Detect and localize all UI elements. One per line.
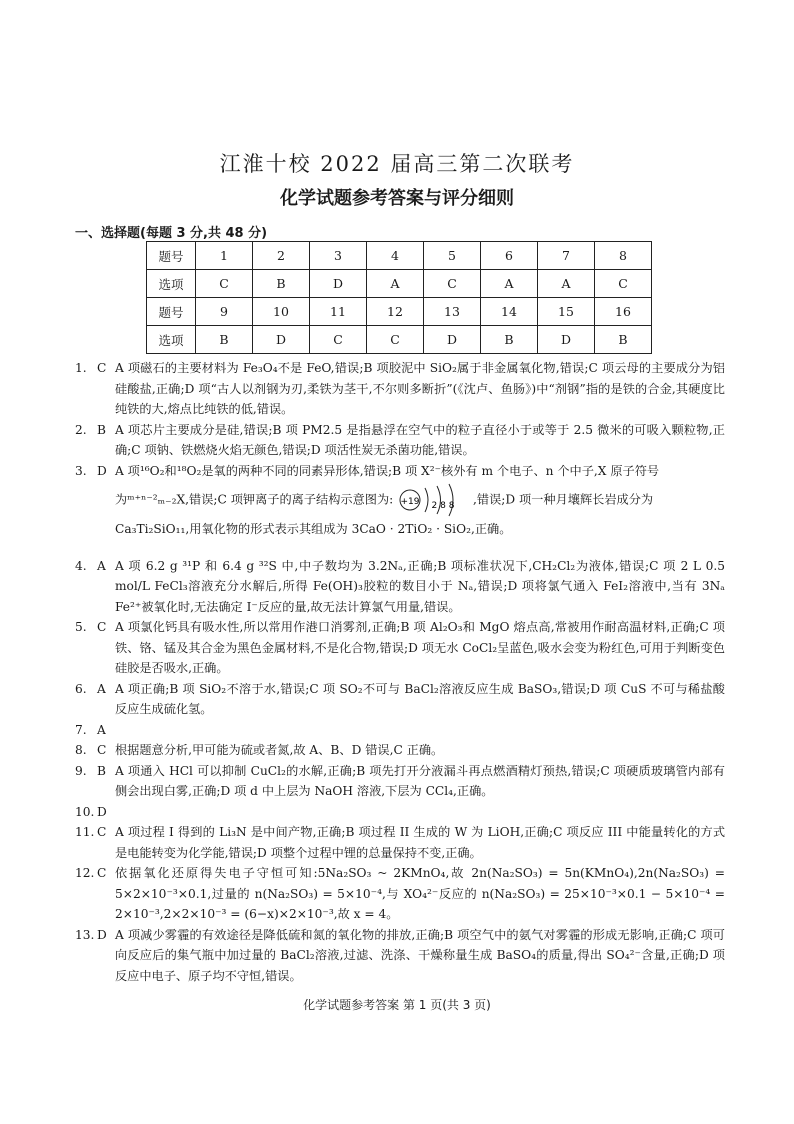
item-answer: A [97, 722, 106, 737]
table-cell: 14 [481, 298, 538, 326]
list-item [75, 740, 725, 761]
item-explanation: A 项氯化钙具有吸水性,所以常用作港口消雾剂,正确;B 项 Al₂O₃和 MgO 熔点高,常被用作耐高温材料,正确;C 项铁、铬、锰及其合金为黑色金属材料,不是化合物,错误;D 项无水 CoCl₂呈蓝色,吸水会变为粉红色,可用于判断变色硅胶是否吸水,正确。 [115, 620, 725, 675]
list-item [75, 720, 725, 741]
table-cell: C [310, 326, 367, 354]
answer-explanations [75, 358, 725, 986]
item-number [75, 519, 97, 540]
table-cell: D [538, 326, 595, 354]
item-answer: B [97, 422, 106, 437]
list-item [75, 420, 725, 461]
list-item [75, 481, 725, 519]
table-cell: 13 [424, 298, 481, 326]
item-number: 2. [75, 422, 87, 437]
table-cell: 选项 [147, 326, 196, 354]
list-item [75, 761, 725, 802]
item-explanation: A 项芯片主要成分是硅,错误;B 项 PM2.5 是指悬浮在空气中的粒子直径小于或等于 2.5 微米的可吸入颗粒物,正确;C 项钠、铁燃烧火焰无颜色,错误;D 项活性炭无杀菌功能,错误。 [115, 422, 725, 457]
item-answer: C [97, 743, 107, 757]
item-number: 10. [75, 804, 95, 819]
table-cell: 5 [424, 242, 481, 270]
shell-electrons: 2 8 8 [431, 501, 455, 511]
table-cell: 15 [538, 298, 595, 326]
list-item [75, 617, 725, 679]
nucleus-charge: +19 [400, 497, 420, 507]
table-cell: 2 [253, 242, 310, 270]
item-number: 4. [75, 558, 87, 573]
item-explanation: A 项磁石的主要材料为 Fe₃O₄不是 FeO,错误;B 项胶泥中 SiO₂属于非金属氧化物,错误;C 项云母的主要成分为铝硅酸盐,正确;D 项“古人以剂钢为刃,柔铁为茎干,不尔则多断折”(《沈卢、鱼肠》)中“剂钢”指的是铁的合金,其硬度比纯铁的大,熔点比纯铁的低,错误。 [115, 361, 725, 416]
shell-arc [449, 484, 453, 516]
table-cell: D [253, 326, 310, 354]
item-number: 6. [75, 681, 87, 696]
ion-structure-diagram [397, 481, 469, 519]
table-cell: 题号 [147, 242, 196, 270]
table-cell: A [367, 270, 424, 298]
table-cell: C [424, 270, 481, 298]
table-cell: 3 [310, 242, 367, 270]
item-answer: D [97, 463, 107, 478]
table-cell: B [253, 270, 310, 298]
table-cell: D [310, 270, 367, 298]
item-answer: C [97, 825, 107, 839]
table-cell: 6 [481, 242, 538, 270]
item-answer: A [97, 558, 106, 573]
table-cell: A [481, 270, 538, 298]
table-cell: D [424, 326, 481, 354]
item-explanation: A 项通入 HCl 可以抑制 CuCl₂的水解,正确;B 项先打开分液漏斗再点燃酒精灯预热,错误;C 项硬质玻璃管内部有侧会出现白雾,正确;D 项 d 中上层为 NaOH 溶液,下层为 CCl₄,正确。 [115, 763, 725, 798]
table-row [147, 270, 652, 298]
section-heading: 一、选择题(每题 3 分,共 48 分) [75, 226, 268, 241]
table-cell: 1 [196, 242, 253, 270]
item-number: 1. [75, 361, 87, 375]
table-cell: 4 [367, 242, 424, 270]
table-cell: 11 [310, 298, 367, 326]
item-explanation [115, 481, 725, 519]
table-cell: 题号 [147, 298, 196, 326]
page-subtitle: 化学试题参考答案与评分细则 [280, 188, 514, 209]
item-number: 5. [75, 620, 87, 634]
table-cell: 16 [595, 298, 652, 326]
table-cell: 9 [196, 298, 253, 326]
item-answer: D [97, 927, 107, 942]
table-row [147, 298, 652, 326]
table-cell: B [481, 326, 538, 354]
list-item [75, 863, 725, 925]
item-number: 12. [75, 866, 95, 880]
item-answer: D [97, 804, 107, 819]
table-cell: 7 [538, 242, 595, 270]
item-explanation [115, 720, 725, 741]
table-cell: C [196, 270, 253, 298]
item-answer: B [97, 763, 106, 778]
table-cell: C [595, 270, 652, 298]
item-number: 9. [75, 763, 87, 778]
item-number: 11. [75, 825, 95, 839]
table-cell: C [367, 326, 424, 354]
item-text-part: ,错误;D 项一种月壤辉长岩成分为 [473, 492, 654, 507]
item-explanation: 依据氧化还原得失电子守恒可知:5Na₂SO₃ ~ 2KMnO₄,故 2n(Na₂SO₃) = 5n(KMnO₄),2n(Na₂SO₃) = 5×2×10⁻³×0.1,过量的 n(Na₂SO₃) = 5×10⁻⁴,与 XO₄²⁻反应的 n(Na₂SO₃) = 25×10⁻³×0.1 − 5×10⁻⁴ = 2×10⁻³,2×2×10⁻³ = (6−x)×2×10⁻³,故 x = 4。 [115, 866, 725, 921]
item-answer: C [97, 866, 107, 880]
page-footer: 化学试题参考答案 第 1 页(共 3 页) [303, 998, 491, 1012]
item-number: 3. [75, 463, 87, 478]
item-explanation: A 项减少雾霾的有效途径是降低硫和氮的氧化物的排放,正确;B 项空气中的氨气对雾霾的形成无影响,正确;C 项可向反应后的集气瓶中加过量的 BaCl₂溶液,过滤、洗涤、干燥称量生成 BaSO₄的质量,得出 SO₄²⁻含量,正确;D 项反应中电子、原子均不守恒,错误。 [115, 927, 725, 983]
answer-table [146, 241, 652, 354]
item-explanation: A 项 6.2 g ³¹P 和 6.4 g ³²S 中,中子数均为 3.2Nₐ,正确;B 项标准状况下,CH₂Cl₂为液体,错误;C 项 2 L 0.5 mol/L FeCl₃溶液充分水解后,所得 Fe(OH)₃胶粒的数目小于 Nₐ,错误;D 项将氯气通入 FeI₂溶液中,当有 3Nₐ Fe²⁺被氧化时,无法确定 I⁻反应的量,故无法计算氯气用量,错误。 [115, 558, 725, 614]
item-number: 7. [75, 722, 87, 737]
list-item [75, 358, 725, 420]
item-answer: C [97, 361, 107, 375]
item-explanation: A 项正确;B 项 SiO₂不溶于水,错误;C 项 SO₂不可与 BaCl₂溶液反应生成 BaSO₃,错误;D 项 CuS 不可与稀盐酸反应生成硫化氢。 [115, 681, 725, 716]
list-item [75, 925, 725, 987]
item-answer: C [97, 620, 107, 634]
item-explanation: 根据题意分析,甲可能为硫或者氮,故 A、B、D 错误,C 正确。 [115, 743, 444, 757]
item-explanation [115, 802, 725, 823]
table-cell: B [595, 326, 652, 354]
table-row [147, 326, 652, 354]
table-row [147, 242, 652, 270]
item-answer: A [97, 681, 106, 696]
table-cell: 选项 [147, 270, 196, 298]
list-item [75, 519, 725, 540]
item-explanation: A 项¹⁶O₂和¹⁸O₂是氧的两种不同的同素异形体,错误;B 项 X²⁻核外有 m 个电子、n 个中子,X 原子符号 [115, 463, 660, 478]
list-item [75, 461, 725, 482]
table-cell: 8 [595, 242, 652, 270]
list-item [75, 802, 725, 823]
item-explanation: Ca₃Ti₂SiO₁₁,用氧化物的形式表示其组成为 3CaO · 2TiO₂ · SiO₂,正确。 [115, 522, 512, 536]
table-cell: 10 [253, 298, 310, 326]
table-cell: B [196, 326, 253, 354]
list-item [75, 679, 725, 720]
table-cell: A [538, 270, 595, 298]
item-text-part: 为ᵐ⁺ⁿ⁻²ₘ₋₂X,错误;C 项钾离子的离子结构示意图为: [115, 492, 394, 507]
item-explanation: A 项过程 I 得到的 Li₃N 是中间产物,正确;B 项过程 II 生成的 W 为 LiOH,正确;C 项反应 III 中能量转化的方式是电能转变为化学能,错误;D 项整个过程中锂的总量保持不变,正确。 [115, 825, 726, 860]
table-cell: 12 [367, 298, 424, 326]
shell-arc [425, 488, 428, 512]
list-item [75, 822, 725, 863]
list-item [75, 556, 725, 618]
item-number: 13. [75, 927, 95, 942]
item-number: 8. [75, 743, 87, 757]
item-answer [97, 519, 115, 540]
page-title: 江淮十校 2022 届高三第二次联考 [219, 152, 575, 176]
